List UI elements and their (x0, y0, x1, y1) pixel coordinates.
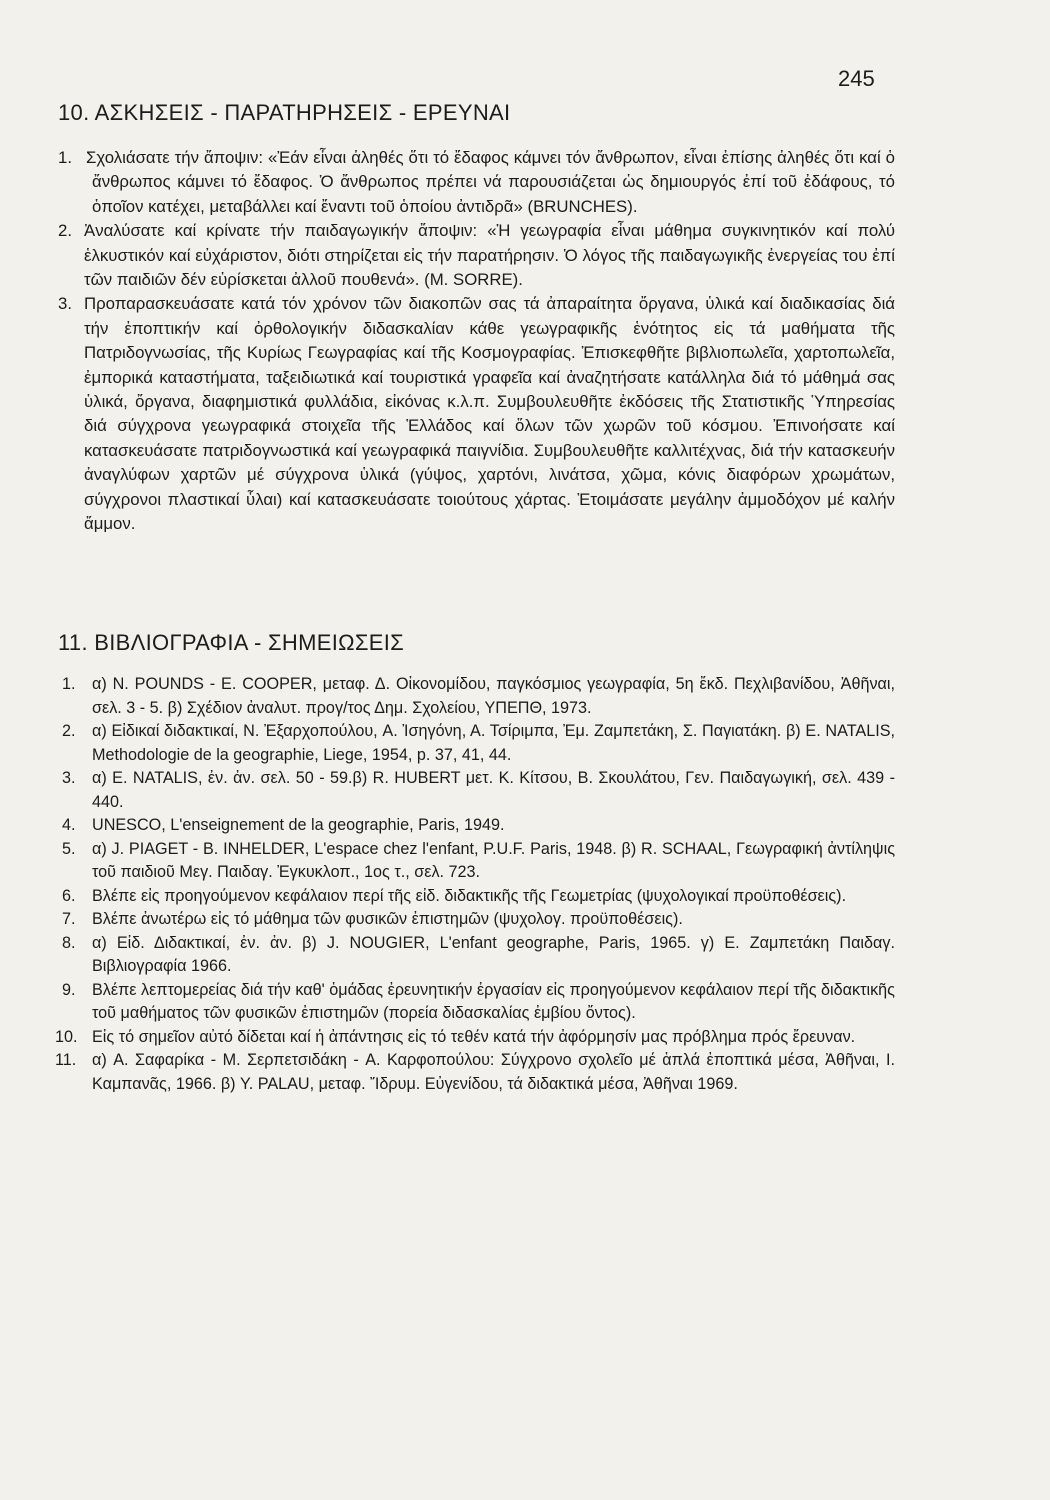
exercise-text: Σχολιάσατε τήν ἄποψιν: «Ἐάν εἶναι ἀληθές ὅτι τό ἔδαφος κάμνει τόν ἄνθρωπον, εἶναι ἐπίσης ἀληθές ὅτι καί ὁ ἄνθρωπος κάμνει τό ἔδαφος. Ὁ ἄνθρωπος πρέπει νά παρουσιάζεται ὡς δημιουργός ἐπί τοῦ ἐδάφους, τό ὁποῖον κατέχει, μεταβάλλει καί ἔναντι τοῦ ὁποίου ἀντιδρᾶ» (BRUNCHES). (86, 148, 895, 216)
bibliography-number: 11. (55, 1051, 77, 1069)
exercise-text: Ἀναλύσατε καί κρίνατε τήν παιδαγωγικήν ἄποψιν: «Ἡ γεωγραφία εἶναι μάθημα συγκινητικόν καί πολύ ἑλκυστικόν καί εὐχάριστον, διότι στηρίζεται εἰς τήν παρατήρησιν. Ὁ λόγος τῆς παιδαγωγικῆς ἐνεργείας του ἐπί τῶν παιδιῶν δέν εὑρίσκεται ἀλλοῦ πουθενά». (M. SORRE). (84, 221, 895, 290)
bibliography-item (0, 1026, 895, 1050)
bibliography-text: Βλέπε ἀνωτέρω εἰς τό μάθημα τῶν φυσικῶν ἐπιστημῶν (ψυχολογ. προϋποθέσεις). (92, 910, 683, 928)
bibliography-number: 4. (62, 816, 76, 834)
exercise-number: 3. (58, 294, 72, 314)
bibliography-number: 2. (62, 722, 76, 740)
bibliography-number: 1. (62, 675, 76, 693)
bibliography-item (0, 814, 895, 838)
bibliography-number: 8. (62, 933, 76, 952)
bibliography-text: α) J. PIAGET - B. INHELDER, L'espace chez l'enfant, P.U.F. Paris, 1948. β) R. SCHAAL, Γεωγραφική ἀντίληψις τοῦ παιδιοῦ Μεγ. Παιδαγ. Ἐγκυκλοπ., 1ος τ., σελ. 723. (92, 839, 895, 881)
bibliography-item (0, 908, 895, 932)
bibliography-item (0, 932, 895, 979)
bibliography-item (0, 767, 895, 814)
bibliography-number: 9. (62, 980, 76, 999)
bibliography-item (0, 720, 895, 767)
exercise-item (0, 219, 895, 292)
bibliography-text: UNESCO, L'enseignement de la geographie, Paris, 1949. (92, 816, 505, 834)
bibliography-item (0, 979, 895, 1026)
bibliography-heading: 11. ΒΙΒΛΙΟΓΡΑΦΙΑ - ΣΗΜΕΙΩΣΕΙΣ (58, 630, 405, 655)
exercise-text: Προπαρασκευάσατε κατά τόν χρόνον τῶν διακοπῶν σας τά ἀπαραίτητα ὄργανα, ὑλικά καί διαδικασίας διά τήν ἐποπτικήν καί ὀρθολογικήν διδασκαλίαν κάθε γεωγραφικῆς ἑνότητος εἰς τά μαθήματα τῆς Πατριδογνωσίας, τῆς Κυρίως Γεωγραφίας καί τῆς Κοσμογραφίας. Ἐπισκεφθῆτε βιβλιοπωλεῖα, χαρτοπωλεῖα, ἐμπορικά καταστήματα, ταξειδιωτικά καί τουριστικά γραφεῖα καί ἀναζητήσατε κατάλληλα διά τό μάθημά σας ὑλικά, ὄργανα, διαφημιστικά φυλλάδια, εἰκόνας κ.λ.π. Συμβουλευθῆτε ἐκδόσεις τῆς Στατιστικῆς Ὑπηρεσίας διά σύγχρονα γεωγραφικά στοιχεῖα τῆς Ἑλλάδος καί ὅλων τῶν χωρῶν τοῦ κόσμου. Ἐπινοήσατε καί κατασκευάσατε πατριδογνωστικά καί γεωγραφικά παιγνίδια. Συμβουλευθῆτε καλλιτέχνας, διά τήν κατασκευήν ἀναγλύφων χαρτῶν μέ σύγχρονα ὑλικά (γύψος, χαρτόνι, λινάτσα, χῶμα, κόνις διαφόρων χρωμάτων, σύγχρονοι πλαστικαί ὗλαι) καί κατασκευάσατε τοιούτους χάρτας. Ἑτοιμάσατε μεγάλην ἀμμοδόχον μέ καλήν ἄμμον. (84, 294, 895, 534)
bibliography-number: 5. (62, 839, 76, 858)
exercise-item (0, 146, 895, 219)
exercises-list (0, 146, 895, 537)
exercise-number: 1. (58, 148, 72, 167)
bibliography-text: α) E. NATALIS, ἐν. ἀν. σελ. 50 - 59.β) R. HUBERT μετ. K. Κίτσου, B. Σκουλάτου, Γεν. Παιδαγωγική, σελ. 439 - 440. (92, 769, 895, 811)
bibliography-text: Βλέπε λεπτομερείας διά τήν καθ' ὁμάδας ἐρευνητικήν ἐργασίαν εἰς προηγούμενον κεφάλαιον περί τῆς διδακτικῆς τοῦ μαθήματος τῶν φυσικῶν ἐπιστημῶν (πορεία διδασκαλίας ἐμβίου ὄντος). (92, 980, 895, 1022)
bibliography-list (0, 673, 895, 1096)
bibliography-item (0, 885, 895, 909)
bibliography-number: 7. (62, 910, 76, 928)
bibliography-item (0, 673, 895, 720)
bibliography-text: α) Εἰδ. Διδακτικαί, ἐν. ἀν. β) J. NOUGIER, L'enfant geographe, Paris, 1965. γ) E. Ζαμπετάκη Παιδαγ. Βιβλιογραφία 1966. (92, 933, 895, 975)
bibliography-number: 10. (55, 1027, 78, 1046)
bibliography-number: 6. (62, 886, 76, 905)
bibliography-text: α) A. Σαφαρίκα - M. Σερπετσιδάκη - A. Καρφοπούλου: Σύγχρονο σχολεῖο μέ ἁπλά ἐποπτικά μέσα, Ἀθῆναι, I. Καμπανᾶς, 1966. β) Y. PALAU, μεταφ. Ἴδρυμ. Εὐγενίδου, τά διδακτικά μέσα, Ἀθῆναι 1969. (92, 1051, 895, 1093)
bibliography-item (0, 1049, 895, 1096)
exercise-item (0, 292, 895, 536)
page-number: 245 (838, 66, 875, 91)
bibliography-item (0, 838, 895, 885)
bibliography-text: Βλέπε εἰς προηγούμενον κεφάλαιον περί τῆς εἰδ. διδακτικῆς τῆς Γεωμετρίας (ψυχολογικαί προϋποθέσεις). (92, 886, 847, 905)
exercise-number: 2. (58, 221, 72, 241)
bibliography-text: α) N. POUNDS - E. COOPER, μεταφ. Δ. Οἰκονομίδου, παγκόσμιος γεωγραφία, 5η ἔκδ. Πεχλιβανίδου, Ἀθῆναι, σελ. 3 - 5. β) Σχέδιον ἀναλυτ. προγ/τος Δημ. Σχολείου, ΥΠΕΠΘ, 1973. (92, 675, 895, 717)
bibliography-number: 3. (62, 769, 76, 787)
exercises-heading: 10. ΑΣΚΗΣΕΙΣ - ΠΑΡΑΤΗΡΗΣΕΙΣ - ΕΡΕΥΝΑΙ (58, 100, 511, 125)
bibliography-text: α) Εἰδικαί διδακτικαί, N. Ἐξαρχοπούλου, A. Ἰσηγόνη, Α. Τσίριμπα, Ἐμ. Ζαμπετάκη, Σ. Παγιατάκη. β) E. NATALIS, Methodologie de la geographie, Liege, 1954, p. 37, 41, 44. (92, 722, 895, 764)
bibliography-text: Εἰς τό σημεῖον αὐτό δίδεται καί ἡ ἀπάντησις εἰς τό τεθέν κατά τήν ἀφόρμησίν μας πρόβλημα πρός ἔρευναν. (92, 1027, 856, 1046)
